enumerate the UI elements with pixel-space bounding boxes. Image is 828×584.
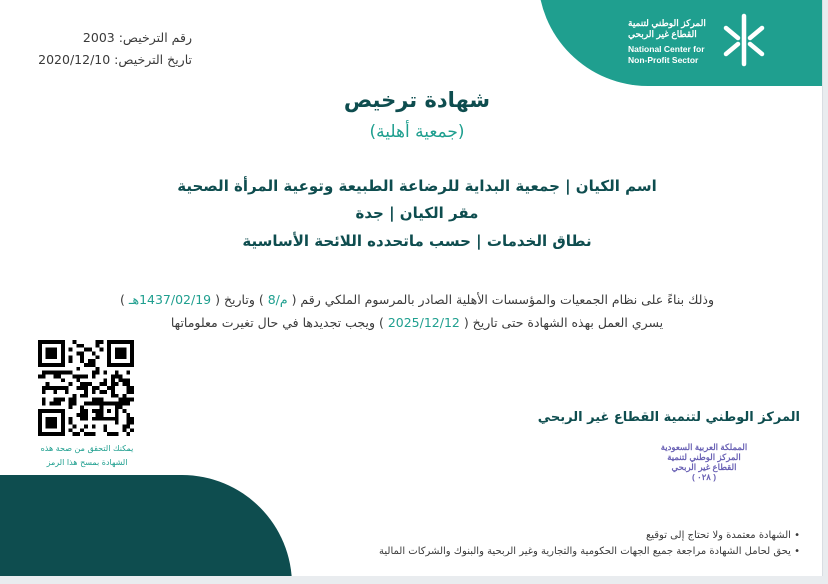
certificate-subtitle: (جمعية أهلية) [369,122,465,142]
decree-suffix: ) [119,292,129,307]
entity-seat: مقر الكيان | جدة [355,204,479,222]
certificate-title: شهادة ترخيص [343,88,491,112]
ncnp-logo [628,12,768,72]
validity-statement [0,315,823,330]
decree-number: م/8 [267,292,288,307]
bottom-left-corner-shape [0,475,292,576]
stamp-line2: المركز الوطني لتنمية [667,452,741,462]
qr-code [38,340,134,436]
ncnp-mark-icon [722,12,766,68]
decree-date: 1437/02/19هـ [128,292,212,307]
license-date: تاريخ الترخيص: 2020/12/10 [38,52,192,67]
official-stamp [652,442,756,482]
note-holder-rights: • يحق لحامل الشهادة مراجعة جميع الجهات الحكومية والتجارية وغير الربحية والبنوك والشركات المالية [379,546,800,557]
validity-suffix: ) ويجب تجديدها في حال تغيرت معلوماتها [170,315,388,330]
stamp-line3: القطاع غير الربحي [671,462,737,472]
decree-prefix: وذلك بناءً على نظام الجمعيات والمؤسسات الأهلية الصادر بالمرسوم الملكي رقم ( [287,292,715,307]
license-number: رقم الترخيص: 2003 [82,30,192,45]
issuer-name: المركز الوطني لتنمية القطاع غير الربحي [537,410,800,425]
logo-arabic-line2: القطاع غير الربحي [628,29,697,39]
decree-statement [0,292,823,307]
validity-prefix: يسري العمل بهذه الشهادة حتى تاريخ ( [459,315,664,330]
logo-english-line2: Non-Profit Sector [628,55,699,65]
qr-caption-line1: يمكنك التحقق من صحة هذه [40,444,134,453]
valid-until-date: 2025/12/12 [387,315,460,330]
decree-middle: ) وتاريخ ( [211,292,268,307]
logo-english-line1: National Center for [628,44,705,54]
stamp-line1: المملكة العربية السعودية [660,442,748,452]
logo-arabic-line1: المركز الوطني لتنمية [628,18,706,28]
qr-caption-line2: الشهادة بمسح هذا الرمز [46,458,128,467]
note-no-signature: • الشهادة معتمدة ولا تحتاج إلى توقيع [645,530,800,541]
entity-scope: نطاق الخدمات | حسب ماتحدده اللائحة الأساسية [242,232,592,250]
entity-name: اسم الكيان | جمعية البداية للرضاعة الطبيعة وتوعية المرأة الصحية [177,177,657,195]
stamp-line4: ( ٠٢٨ ) [691,472,717,482]
